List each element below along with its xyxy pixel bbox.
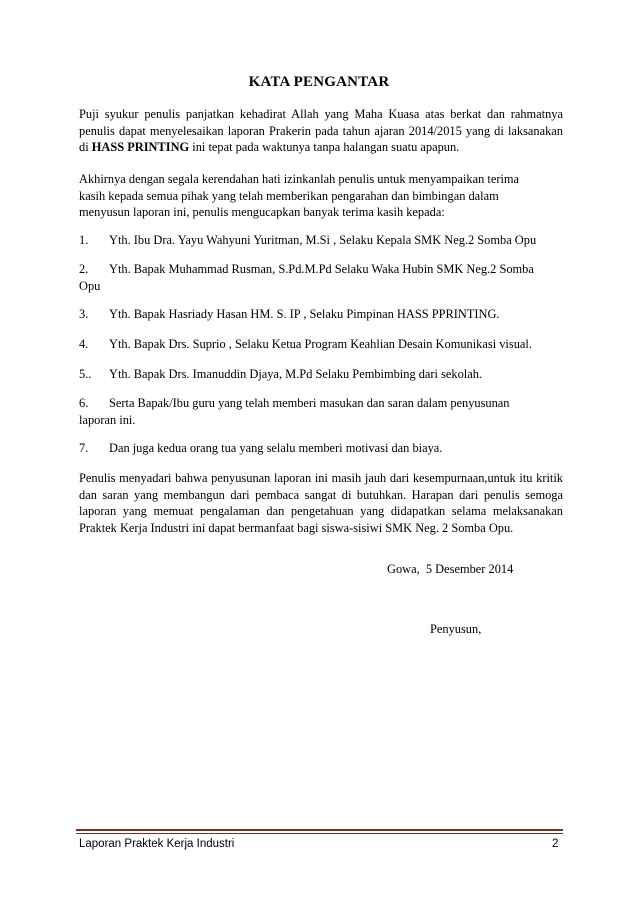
company-name: HASS PRINTING [91, 140, 190, 155]
list-number: 3. [79, 307, 89, 321]
list-number: 2. [79, 262, 89, 276]
footer-title: Laporan Praktek Kerja Industri [79, 838, 235, 850]
list-text: Serta Bapak/Ibu guru yang telah memberi masukan dan saran dalam penyusunan laporan ini. [79, 396, 510, 427]
list-number: 7. [79, 441, 89, 455]
list-text: Yth. Bapak Muhammad Rusman, S.Pd.M.Pd Selaku Waka Hubin SMK Neg.2 Somba Opu [79, 262, 534, 293]
date-line: Gowa, 5 Desember 2014 [387, 562, 514, 576]
list-item [79, 261, 539, 294]
paragraph-closing: Penulis menyadari bahwa penyusunan laporan ini masih jauh dari kesempurnaan,untuk itu kritik dan saran yang membangun dari pembaca sangat di butuhkan. Harapan dari penulis semoga laporan yang memuat pengalaman dan pengetahuan yang didapatkan selama melaksanakan Praktek Kerja Industri ini dapat bermanfaat bagi siswa-sisiwi SMK Neg. 2 Somba Opu. [79, 471, 563, 535]
list-text: Yth. Bapak Drs. Suprio , Selaku Ketua Program Keahlian Desain Komunikasi visual. [109, 337, 532, 351]
page-title: KATA PENGANTAR [248, 74, 390, 90]
signer-label: Penyusun, [430, 622, 482, 636]
list-item [79, 232, 563, 249]
list-item [79, 366, 563, 383]
list-number: 5.. [79, 367, 92, 381]
page-number: 2 [552, 838, 559, 850]
footer-divider [76, 829, 563, 831]
list-item [79, 440, 563, 457]
paragraph-intro [79, 106, 563, 156]
paragraph-thanks: Akhirnya dengan segala kerendahan hati izinkanlah penulis untuk menyampaikan terima kasih kepada semua pihak yang telah memberikan pengarahan dan bimbingan dalam menyusun laporan ini, penulis mengucapkan banyak terima kasih kepada: [79, 172, 520, 220]
list-text: Yth. Ibu Dra. Yayu Wahyuni Yuritman, M.Si , Selaku Kepala SMK Neg.2 Somba Opu [109, 233, 537, 247]
list-text: Dan juga kedua orang tua yang selalu memberi motivasi dan biaya. [109, 441, 443, 455]
list-number: 6. [79, 396, 89, 410]
footer-divider-thin [76, 833, 563, 834]
list-text: Yth. Bapak Hasriady Hasan HM. S. IP , Selaku Pimpinan HASS PPRINTING. [109, 307, 500, 321]
list-number: 4. [79, 337, 89, 351]
paragraph-intro-end: ini tepat pada waktunya tanpa halangan suatu apapun. [189, 140, 460, 155]
list-item [79, 306, 563, 323]
paragraph-intro-text: Puji syukur penulis panjatkan kehadirat Allah yang Maha Kuasa atas berkat dan rahmatnya penulis dapat menyelesaikan laporan Prakerin pada tahun ajaran 2014/2015 yang di laksanakan di [79, 107, 563, 155]
list-text: Yth. Bapak Drs. Imanuddin Djaya, M.Pd Selaku Pembimbing dari sekolah. [109, 367, 483, 381]
list-number: 1. [79, 233, 89, 247]
list-item [79, 336, 563, 353]
list-item [79, 395, 527, 428]
